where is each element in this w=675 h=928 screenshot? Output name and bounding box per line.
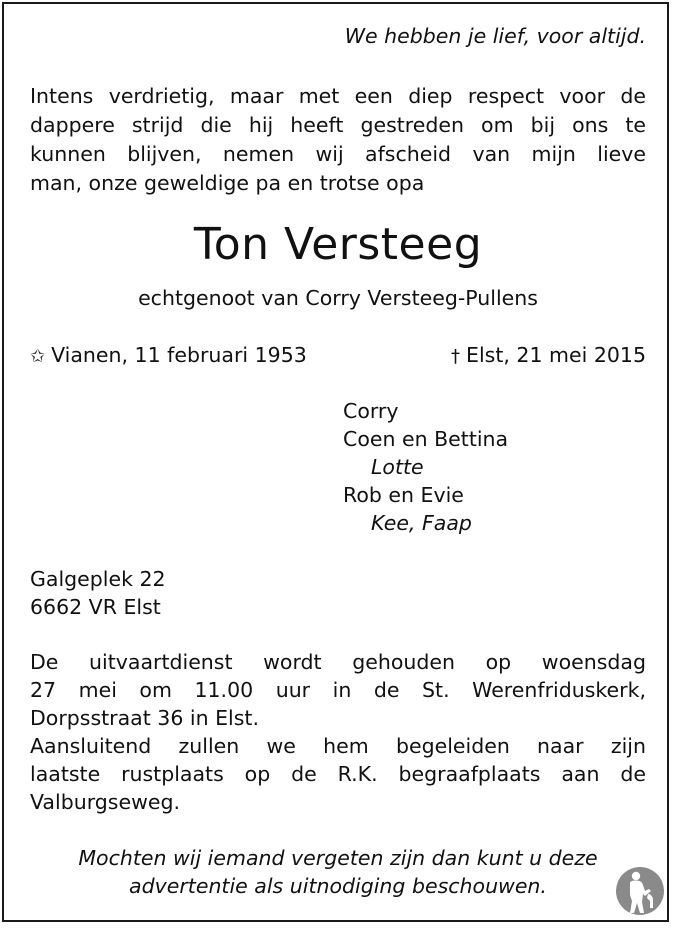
mourning-figure-icon xyxy=(615,864,665,918)
service-line: De uitvaartdienst wordt gehouden op woensdag xyxy=(30,650,646,674)
service-line: Dorpsstraat 36 in Elst. xyxy=(30,706,259,730)
grandchildren: Kee, Faap xyxy=(371,511,472,535)
service-line: Valburgseweg. xyxy=(30,790,180,814)
death-text: Elst, 21 mei 2015 xyxy=(466,343,646,367)
intro-text xyxy=(30,82,646,198)
death-info xyxy=(451,341,646,371)
intro-line: kunnen blijven, nemen wij afscheid van mijn lieve xyxy=(30,142,646,166)
service-details xyxy=(30,648,646,816)
service-line: 27 mei om 11.00 uur in de St. Werenfriduskerk, xyxy=(30,678,646,702)
intro-line: dappere strijd die hij heeft gestreden om bij ons te xyxy=(30,113,646,137)
closing-line: Mochten wij iemand vergeten zijn dan kunt u deze xyxy=(78,846,598,870)
life-dates xyxy=(30,341,646,369)
star-icon: ✩ xyxy=(30,346,46,367)
service-line: laatste rustplaats op de R.K. begraafplaats aan de xyxy=(30,762,646,786)
closing-line: advertentie als uitnodiging beschouwen. xyxy=(129,874,547,898)
intro-line: Intens verdrietig, maar met een diep respect voor de xyxy=(30,84,646,108)
grandchildren: Lotte xyxy=(371,455,424,479)
birth-text: Vianen, 11 februari 1953 xyxy=(51,343,307,367)
correspondence-address xyxy=(30,565,646,621)
family-member: Corry xyxy=(343,399,399,423)
cross-icon: † xyxy=(451,346,461,367)
intro-line: man, onze geweldige pa en trotse opa xyxy=(30,171,425,195)
spouse-line: echtgenoot van Corry Versteeg-Pullens xyxy=(138,286,538,310)
deceased-name: Ton Versteeg xyxy=(193,219,483,270)
family-member: Coen en Bettina xyxy=(343,427,509,451)
closing-note xyxy=(30,844,646,900)
motto: We hebben je lief, voor altijd. xyxy=(344,24,646,48)
family-list xyxy=(343,397,508,537)
birth-info xyxy=(30,341,307,371)
address-street: Galgeplek 22 xyxy=(30,567,166,591)
address-postal-city: 6662 VR Elst xyxy=(30,595,161,619)
family-member: Rob en Evie xyxy=(343,483,464,507)
service-line: Aansluitend zullen we hem begeleiden naar zijn xyxy=(30,734,646,758)
